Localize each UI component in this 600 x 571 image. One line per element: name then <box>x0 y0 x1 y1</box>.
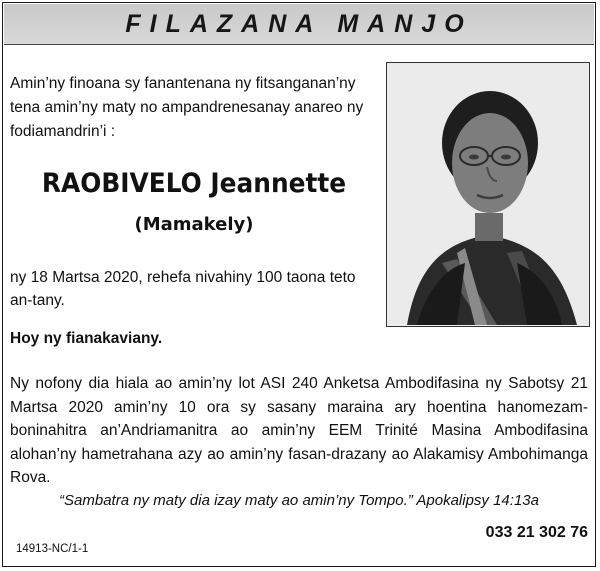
funeral-details: Ny nofony dia hiala ao amin’ny lot ASI 240 Anketsa Ambodifasina ny Sabotsy 21 Martsa 2020 amin’ny 10 ora sy sasany maraina ary hoentina hanomezam-boninahitra an’Andriamanitra ao amin’ny EEM Trinité Masina Ambodifasina alohan’ny hametrahana azy ao amin’ny fasan-drazany ao Alakamisy Ambohimanga Rova. <box>10 375 588 486</box>
contact-phone: 033 21 302 76 <box>485 524 588 541</box>
family-statement: Hoy ny fianakaviany. <box>10 330 163 347</box>
notice-banner <box>4 4 594 45</box>
portrait-photo <box>386 62 590 327</box>
deceased-name: RAOBIVELO Jeannette <box>41 168 347 199</box>
death-date-text: ny 18 Martsa 2020, rehefa nivahiny 100 taona teto an-tany. <box>10 269 356 309</box>
deceased-nickname: (Mamakely) <box>134 214 254 235</box>
intro-text: Amin’ny finoana sy fanantenana ny fitsanganan’ny tena amin’ny maty no ampandrenesanay anareo ny fodiamandrin’i : <box>10 75 364 140</box>
bible-verse: “Sambatra ny maty dia izay maty ao amin’ny Tompo.” Apokalipsy 14:13a <box>59 492 539 509</box>
banner-title: FILAZANA MANJO <box>125 9 473 38</box>
portrait-image <box>387 63 588 325</box>
reference-code: 14913-NC/1-1 <box>16 543 89 555</box>
